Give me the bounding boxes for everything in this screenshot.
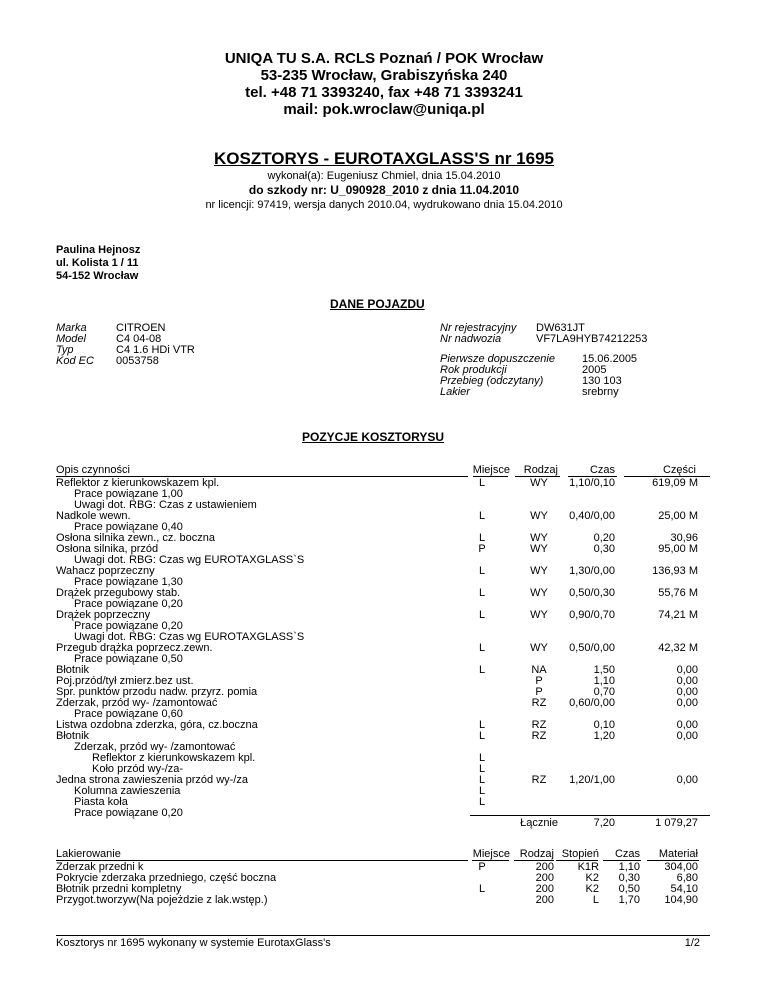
row-parts: 0,00 xyxy=(676,686,698,698)
paint-description: Zderzak przedni k xyxy=(56,861,144,873)
vehicle-value: CITROEN xyxy=(116,322,166,334)
row-description: Prace powiązane 1,00 xyxy=(74,488,183,500)
vehicle-label: Model xyxy=(56,333,86,345)
row-place: L xyxy=(478,642,486,654)
row-time: 1,30/0,00 xyxy=(569,565,615,577)
row-type: WY xyxy=(530,477,548,489)
row-place: L xyxy=(478,609,486,621)
row-description: Osłona silnika, przód xyxy=(56,543,159,555)
row-place: L xyxy=(478,532,486,544)
paint-material: 54,10 xyxy=(670,883,698,895)
paint-place: P xyxy=(478,861,486,873)
row-place: L xyxy=(478,565,486,577)
row-description: Prace powiązane 1,30 xyxy=(74,576,183,588)
row-type: WY xyxy=(530,587,548,599)
row-time: 0,10 xyxy=(593,719,615,731)
row-parts: 0,00 xyxy=(676,719,698,731)
row-parts: 0,00 xyxy=(676,664,698,676)
client-city: 54-152 Wrocław xyxy=(56,270,139,282)
row-place: L xyxy=(478,510,486,522)
row-time: 0,70 xyxy=(593,686,615,698)
vehicle-label: Nr nadwozia xyxy=(440,333,502,345)
row-place: L xyxy=(478,587,486,599)
paint-material: 304,00 xyxy=(664,861,698,873)
vehicle-label: Lakier xyxy=(440,386,470,398)
row-place: L xyxy=(478,719,486,731)
row-description: Prace powiązane 0,60 xyxy=(74,708,183,720)
document-author: wykonał(a): Eugeniusz Chmiel, dnia 15.04.2010 xyxy=(267,170,501,182)
paint-col-time: Czas xyxy=(614,848,640,860)
row-description: Prace powiązane 0,20 xyxy=(74,620,183,632)
vehicle-value: 2005 xyxy=(582,364,607,376)
page-number: 1/2 xyxy=(684,937,700,949)
row-type: WY xyxy=(530,642,548,654)
row-type: P xyxy=(535,675,543,687)
vehicle-label: Marka xyxy=(56,322,87,334)
row-description: Listwa ozdobna zderzka, góra, cz.boczna xyxy=(56,719,258,731)
row-place: L xyxy=(478,763,486,775)
row-place: P xyxy=(478,543,486,555)
row-parts: 0,00 xyxy=(676,697,698,709)
row-description: Błotnik xyxy=(56,730,90,742)
vehicle-value: 0053758 xyxy=(116,355,159,367)
row-parts: 55,76 M xyxy=(658,587,698,599)
row-type: WY xyxy=(530,532,548,544)
positions-heading: POZYCJE KOSZTORYSU xyxy=(302,430,445,444)
row-time: 1,10 xyxy=(593,675,615,687)
col-time: Czas xyxy=(589,464,615,476)
vehicle-value: VF7LA9HYB74212253 xyxy=(536,333,648,345)
vehicle-label: Kod EC xyxy=(56,355,94,367)
row-description: Nadkole wewn. xyxy=(56,510,131,522)
vehicle-label: Typ xyxy=(56,344,74,356)
row-description: Przegub drążka poprzecz.zewn. xyxy=(56,642,213,654)
vehicle-value: DW631JT xyxy=(536,322,585,334)
paint-level: K1R xyxy=(577,861,599,873)
row-type: P xyxy=(535,686,543,698)
row-parts: 0,00 xyxy=(676,730,698,742)
row-parts: 42,32 M xyxy=(658,642,698,654)
paint-level: K2 xyxy=(585,883,599,895)
paint-col-material: Materiał xyxy=(658,848,698,860)
row-description: Spr. punktów przodu nadw. przyrz. pomia xyxy=(56,686,258,698)
row-description: Reflektor z kierunkowskazem kpl. xyxy=(92,752,256,764)
company-mail: mail: pok.wroclaw@uniqa.pl xyxy=(283,101,485,118)
positions-total-row xyxy=(0,817,768,830)
col-parts: Części xyxy=(662,464,696,476)
row-place: L xyxy=(478,774,486,786)
row-parts: 0,00 xyxy=(676,774,698,786)
total-parts: 1 079,27 xyxy=(655,817,698,829)
paint-type: 200 xyxy=(535,883,554,895)
paint-material: 6,80 xyxy=(676,872,698,884)
company-phone: tel. +48 71 3393240, fax +48 71 3393241 xyxy=(245,84,523,101)
paint-level: K2 xyxy=(585,872,599,884)
row-time: 0,60/0,00 xyxy=(569,697,615,709)
paint-type: 200 xyxy=(535,861,554,873)
paint-material: 104,90 xyxy=(664,894,698,906)
row-description: Uwagi dot. RBG: Czas wg EUROTAXGLASS`S xyxy=(74,631,305,643)
paint-type: 200 xyxy=(535,872,554,884)
row-time: 1,20/1,00 xyxy=(569,774,615,786)
row-parts: 95,00 M xyxy=(658,543,698,555)
row-parts: 136,93 M xyxy=(652,565,698,577)
row-description: Osłona silnika zewn., cz. boczna xyxy=(56,532,215,544)
row-description: Uwagi dot. RBG: Czas wg EUROTAXGLASS`S xyxy=(74,554,305,566)
paint-time: 0,50 xyxy=(618,883,640,895)
row-type: NA xyxy=(531,664,547,676)
paint-type: 200 xyxy=(535,894,554,906)
row-description: Poj.przód/tył zmierz.bez ust. xyxy=(56,675,194,687)
row-time: 1,20 xyxy=(593,730,615,742)
row-place: L xyxy=(478,477,486,489)
row-description: Wahacz poprzeczny xyxy=(56,565,155,577)
row-parts: 30,96 xyxy=(670,532,698,544)
row-description: Błotnik xyxy=(56,664,90,676)
client-name: Paulina Hejnosz xyxy=(56,244,141,256)
company-name: UNIQA TU S.A. RCLS Poznań / POK Wrocław xyxy=(224,50,544,67)
col-place: Miejsce xyxy=(472,464,510,476)
vehicle-value: C4 1.6 HDi VTR xyxy=(116,344,195,356)
client-street: ul. Kolista 1 / 11 xyxy=(56,257,139,269)
row-time: 0,90/0,70 xyxy=(569,609,615,621)
row-time: 0,30 xyxy=(593,543,615,555)
paint-time: 1,10 xyxy=(618,861,640,873)
row-type: WY xyxy=(530,565,548,577)
row-time: 1,50 xyxy=(593,664,615,676)
company-address: 53-235 Wrocław, Grabiszyńska 240 xyxy=(260,67,508,84)
vehicle-label: Nr rejestracyjny xyxy=(440,322,517,334)
row-description: Drążek poprzeczny xyxy=(56,609,151,621)
row-description: Koło przód wy-/za- xyxy=(92,763,184,775)
paint-col-place: Miejsce xyxy=(472,848,510,860)
row-description: Kolumna zawieszenia xyxy=(74,785,181,797)
vehicle-value: C4 04-08 xyxy=(116,333,162,345)
paint-description: Błotnik przedni kompletny xyxy=(56,883,182,895)
total-time: 7,20 xyxy=(593,817,615,829)
row-description: Drążek przegubowy stab. xyxy=(56,587,181,599)
vehicle-value: srebrny xyxy=(582,386,619,398)
vehicle-value: 15.06.2005 xyxy=(582,353,638,365)
row-type: RZ xyxy=(531,719,547,731)
paint-col-description: Lakierowanie xyxy=(56,848,121,860)
footer-text: Kosztorys nr 1695 wykonany w systemie EurotaxGlass's xyxy=(56,937,331,949)
row-description: Reflektor z kierunkowskazem kpl. xyxy=(56,477,220,489)
row-parts: 0,00 xyxy=(676,675,698,687)
row-description: Zderzak, przód wy- /zamontować xyxy=(74,741,236,753)
row-parts: 619,09 M xyxy=(652,477,698,489)
paint-col-level: Stopień xyxy=(561,848,599,860)
paint-place: L xyxy=(478,883,486,895)
total-label: Łącznie xyxy=(520,817,558,829)
row-description: Prace powiązane 0,50 xyxy=(74,653,183,665)
row-description: Prace powiązane 0,40 xyxy=(74,521,183,533)
document-title: KOSZTORYS - EUROTAXGLASS'S nr 1695 xyxy=(213,149,555,168)
row-type: RZ xyxy=(531,730,547,742)
vehicle-label: Rok produkcji xyxy=(440,364,507,376)
table-row xyxy=(0,894,768,907)
row-type: WY xyxy=(530,510,548,522)
paint-description: Przygot.tworzyw(Na pojeżdzie z lak.wstęp.) xyxy=(56,894,268,906)
license-info: nr licencji: 97419, wersja danych 2010.04, wydrukowano dnia 15.04.2010 xyxy=(205,199,563,211)
row-place: L xyxy=(478,730,486,742)
row-place: L xyxy=(478,785,486,797)
col-type: Rodzaj xyxy=(523,464,558,476)
row-description: Jedna strona zawieszenia przód wy-/za xyxy=(56,774,248,786)
row-description: Prace powiązane 0,20 xyxy=(74,598,183,610)
row-parts: 74,21 M xyxy=(658,609,698,621)
row-place: L xyxy=(478,752,486,764)
row-description: Zderzak, przód wy- /zamontować xyxy=(56,697,218,709)
vehicle-value: 130 103 xyxy=(582,375,622,387)
col-description: Opis czynności xyxy=(56,464,130,476)
paint-time: 0,30 xyxy=(618,872,640,884)
row-parts: 25,00 M xyxy=(658,510,698,522)
paint-col-type: Rodzaj xyxy=(519,848,554,860)
damage-reference: do szkody nr: U_090928_2010 z dnia 11.04.2010 xyxy=(248,183,520,197)
row-time: 0,50/0,00 xyxy=(569,642,615,654)
row-time: 0,20 xyxy=(593,532,615,544)
row-type: RZ xyxy=(531,697,547,709)
vehicle-heading: DANE POJAZDU xyxy=(330,297,425,311)
row-place: L xyxy=(478,796,486,808)
row-type: WY xyxy=(530,609,548,621)
paint-time: 1,70 xyxy=(618,894,640,906)
row-type: WY xyxy=(530,543,548,555)
row-description: Prace powiązane 0,20 xyxy=(74,807,183,819)
row-description: Piasta koła xyxy=(74,796,128,808)
row-time: 0,50/0,30 xyxy=(569,587,615,599)
paint-level: L xyxy=(592,894,599,906)
vehicle-label: Pierwsze dopuszczenie xyxy=(440,353,555,365)
paint-description: Pokrycie zderzaka przedniego, część boczna xyxy=(56,872,277,884)
row-time: 1,10/0,10 xyxy=(569,477,615,489)
row-description: Uwagi dot. RBG: Czas z ustawieniem xyxy=(74,499,257,511)
vehicle-label: Przebieg (odczytany) xyxy=(440,375,544,387)
row-type: RZ xyxy=(531,774,547,786)
row-time: 0,40/0,00 xyxy=(569,510,615,522)
row-place: L xyxy=(478,664,486,676)
